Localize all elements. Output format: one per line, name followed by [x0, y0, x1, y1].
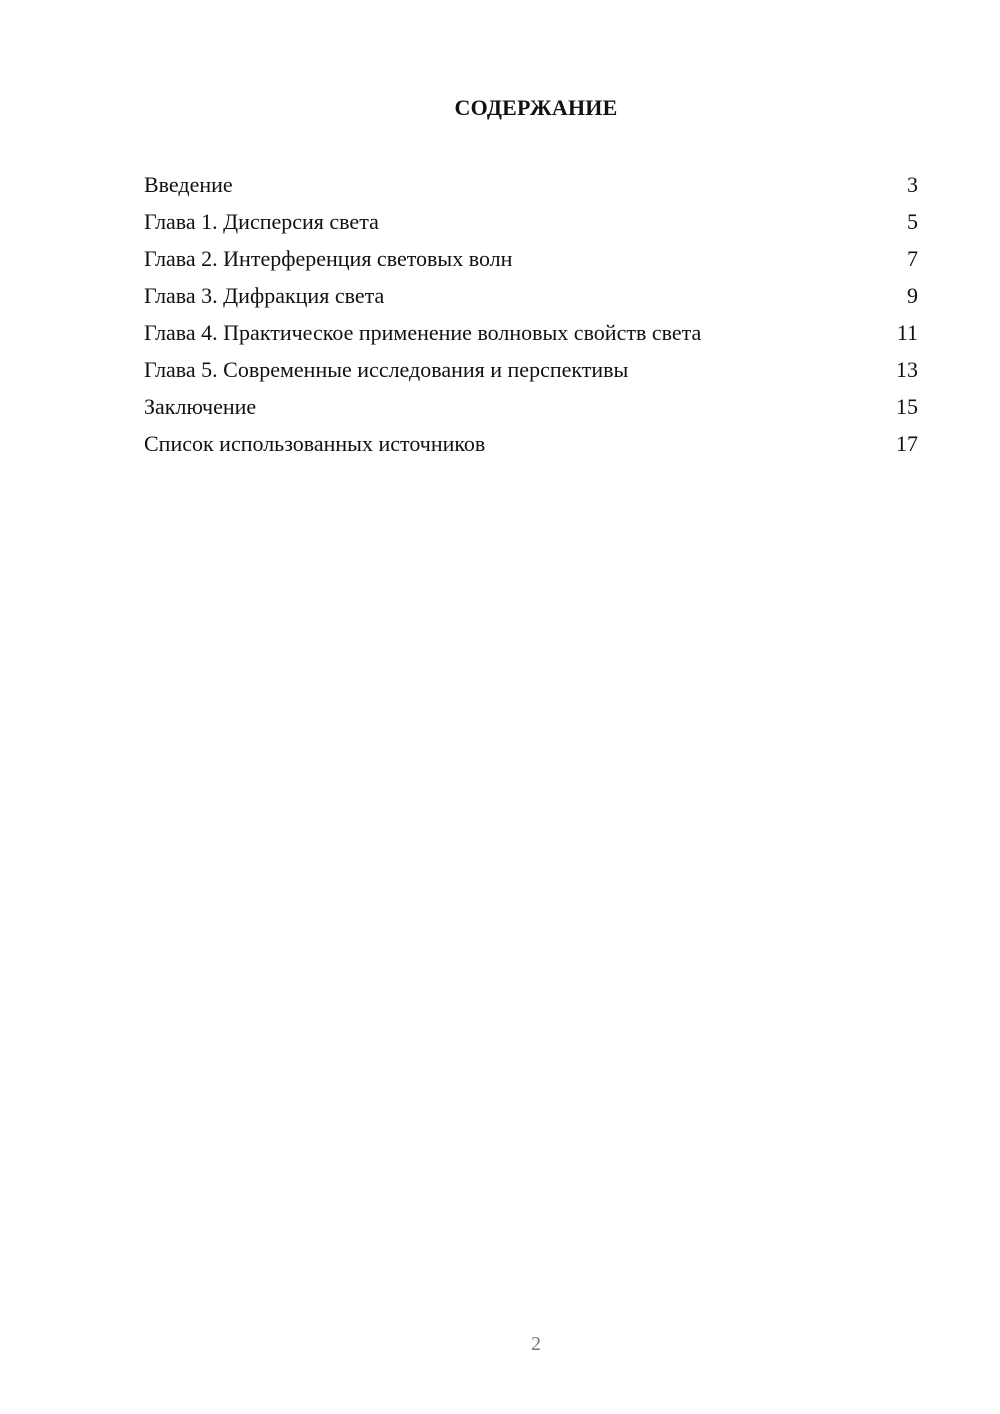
toc-entry-references: [144, 429, 918, 466]
page-number: 2: [531, 1333, 541, 1355]
toc-entry-page: 7: [907, 246, 918, 271]
toc-entry-chapter-5: [144, 355, 918, 392]
toc-entry-page: 13: [896, 357, 918, 382]
toc-entry-chapter-2: [144, 244, 918, 281]
toc-entry-page: 9: [907, 283, 918, 308]
toc-entry-chapter-3: [144, 281, 918, 318]
toc-entry-page: 11: [896, 320, 918, 345]
toc-entry-label: Введение: [144, 172, 233, 197]
toc-entry-label: Глава 1. Дисперсия света: [144, 209, 379, 234]
toc-entry-page: 15: [896, 394, 918, 419]
toc-entry-page: 3: [907, 172, 918, 197]
toc-entry-label: Глава 3. Дифракция света: [144, 283, 385, 308]
toc-entry-chapter-4: [144, 318, 918, 355]
toc-entry-page: 5: [907, 209, 918, 234]
toc-entry-label: Глава 4. Практическое применение волновых свойств света: [144, 320, 702, 345]
toc-entry-conclusion: [144, 392, 918, 429]
table-of-contents: [144, 170, 918, 466]
toc-entry-label: Глава 5. Современные исследования и перспективы: [144, 357, 629, 382]
toc-title: СОДЕРЖАНИЕ: [454, 95, 618, 120]
toc-entry-page: 17: [896, 431, 918, 456]
toc-entry-label: Заключение: [144, 394, 257, 419]
toc-entry-chapter-1: [144, 207, 918, 244]
toc-entry-introduction: [144, 170, 918, 207]
toc-entry-label: Глава 2. Интерференция световых волн: [144, 246, 513, 271]
toc-entry-label: Список использованных источников: [144, 431, 486, 456]
